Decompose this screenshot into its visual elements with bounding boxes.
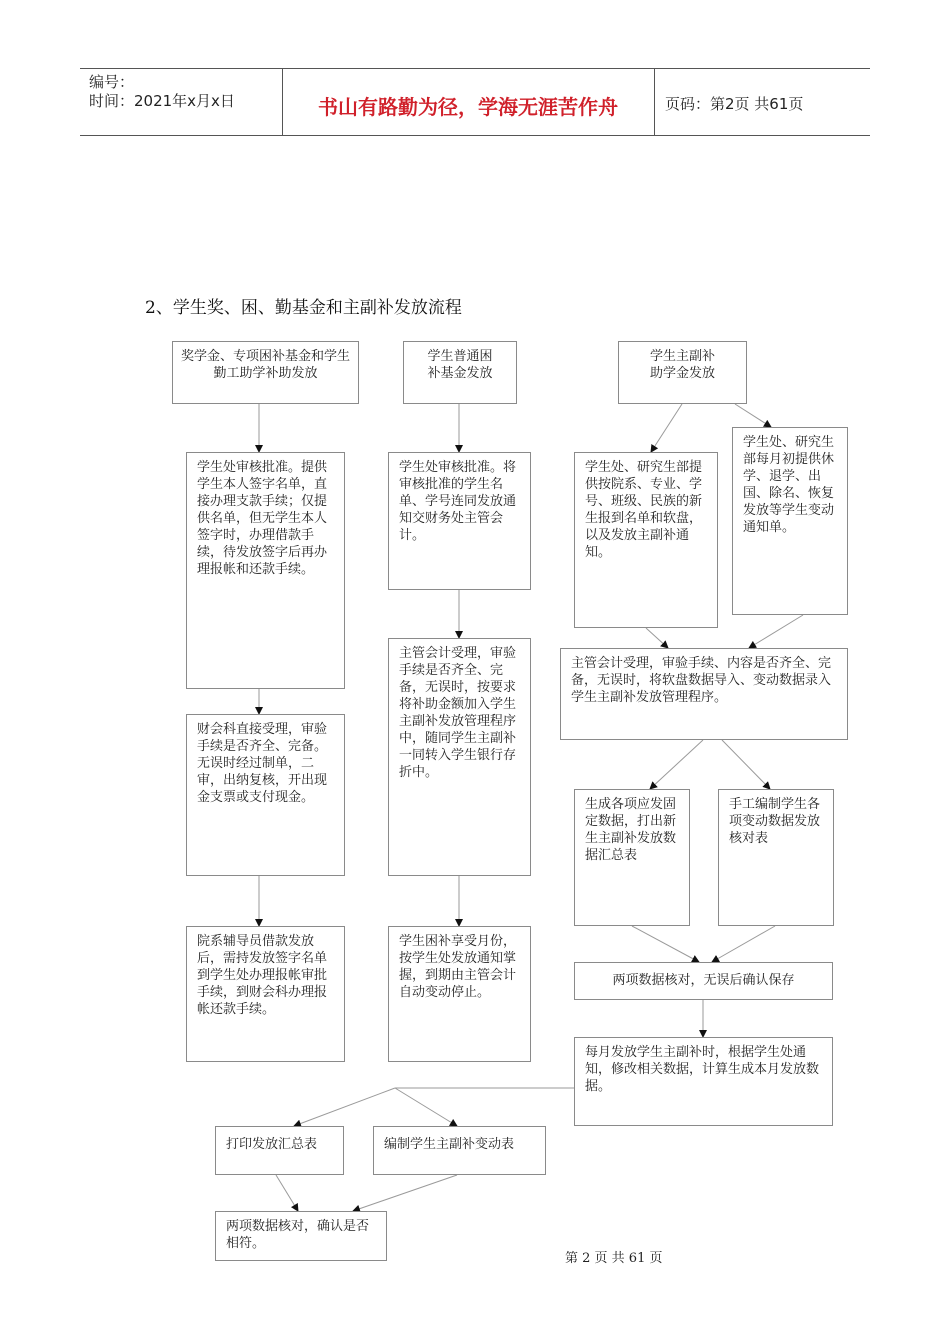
header-motto: 书山有路勤为径，学海无涯苦作舟: [318, 95, 618, 119]
section-title: 2、学生奖、困、勤基金和主副补发放流程: [145, 298, 462, 318]
col1-step3-box: 院系辅导员借款发放后，需持发放签字名单到学生处办理报帐审批手续，到财会科办理报帐还款手续。: [186, 926, 345, 1062]
col1-step1-box: 学生处审核批准。提供学生本人签字名单，直接办理支款手续；仅提供名单，但无学生本人签字时，办理借款手续，待发放签字后再办理报帐和还款手续。: [186, 452, 345, 689]
header-time-label: 时间：2021年x月x日: [89, 92, 235, 110]
col3-manual-box: 手工编制学生各项变动数据发放核对表: [718, 789, 834, 926]
col2-step1-box: 学生处审核批准。将审核批准的学生名单、学号连同发放通知交财务处主管会计。: [388, 452, 531, 590]
col3-newstudent-box: 学生处、研究生部提供按院系、专业、学号、班级、民族的新生报到名单和软盘，以及发放主副补通知。: [574, 452, 718, 628]
page-footer: 第 2 页 共 61 页: [565, 1251, 663, 1266]
col3-change-notice-box: 学生处、研究生部每月初提供休学、退学、出国、除名、恢复发放等学生变动通知单。: [732, 427, 848, 615]
col1-head-box: 奖学金、专项困补基金和学生勤工助学补助发放: [172, 341, 359, 404]
edit-change-box: 编制学生主副补变动表: [373, 1126, 546, 1175]
col1-step2-box: 财会科直接受理，审验手续是否齐全、完备。无误时经过制单，二审，出纳复核，开出现金支票或支付现金。: [186, 714, 345, 876]
col2-head-box: 学生普通困补基金发放: [403, 341, 517, 404]
col3-monthly-box: 每月发放学生主副补时，根据学生处通知，修改相关数据，计算生成本月发放数据。: [574, 1037, 833, 1126]
header-page-info: 页码：第2页 共61页: [665, 95, 804, 113]
col3-accountant-box: 主管会计受理，审验手续、内容是否齐全、完备，无误时，将软盘数据导入、变动数据录入学生主副补发放管理程序。: [560, 648, 848, 740]
print-summary-box: 打印发放汇总表: [215, 1126, 344, 1175]
header-number-label: 编号：: [89, 73, 135, 91]
col2-step3-box: 学生困补享受月份，按学生处发放通知掌握，到期由主管会计自动变动停止。: [388, 926, 531, 1062]
final-check-box: 两项数据核对，确认是否相符。: [215, 1211, 387, 1261]
col3-generate-box: 生成各项应发固定数据，打出新生主副补发放数据汇总表: [574, 789, 690, 926]
col3-check-save-box: 两项数据核对，无误后确认保存: [574, 962, 833, 1000]
col3-head-box: 学生主副补助学金发放: [618, 341, 747, 404]
col2-step2-box: 主管会计受理，审验手续是否齐全、完备，无误时，按要求将补助金额加入学生主副补发放管理程序中，随同学生主副补一同转入学生银行存折中。: [388, 638, 531, 876]
